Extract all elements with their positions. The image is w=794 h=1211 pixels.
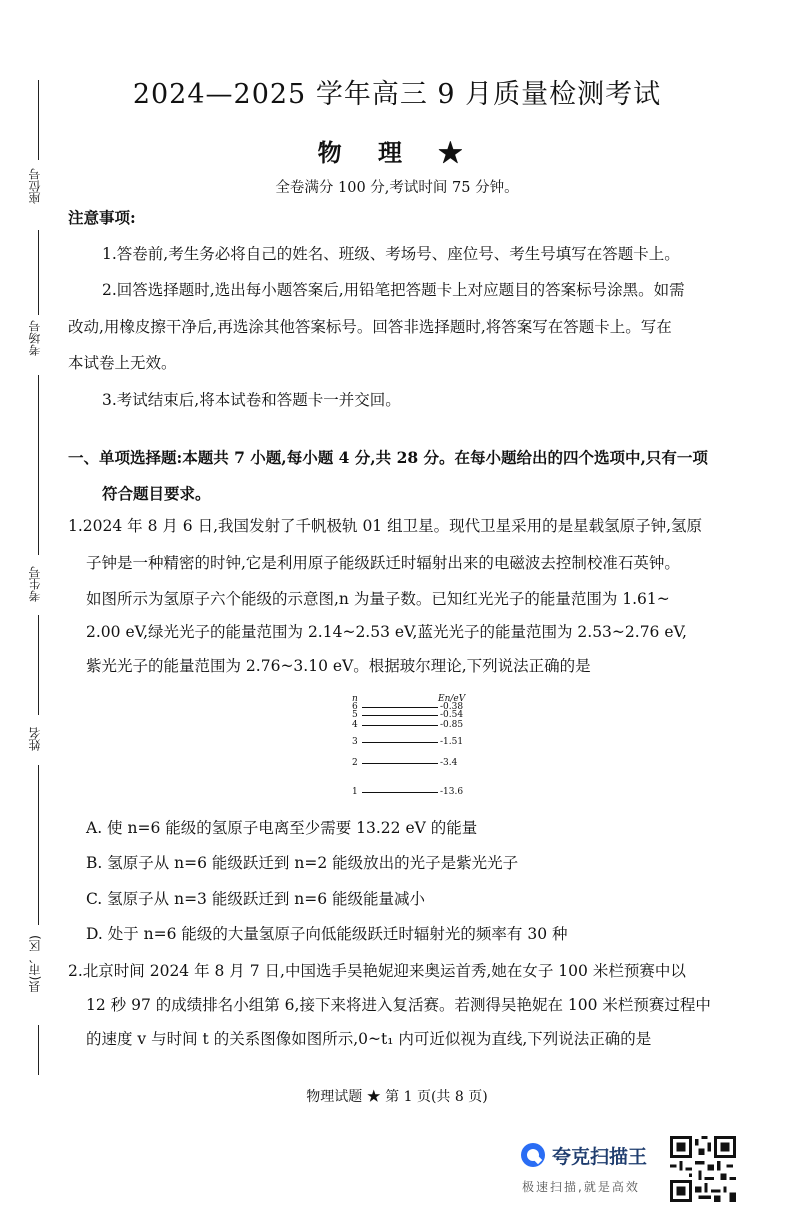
q1-line-1: 1.2024 年 8 月 6 日,我国发射了千帆极轨 01 组卫星。现代卫星采用的是星载氢原子钟,氢原 — [68, 517, 703, 535]
student-number-label: 考生号 — [28, 566, 42, 602]
page-footer: 物理试题 ★ 第 1 页(共 8 页) — [306, 1089, 488, 1105]
energy-axis-header: En/eV — [438, 694, 466, 704]
q1-line-2: 子钟是一种精密的时钟,它是利用原子能级跃迁时辐射出来的电磁波去控制校准石英钟。 — [86, 554, 680, 572]
note-item-3: 3.考试结束后,将本试卷和答题卡一并交回。 — [102, 391, 401, 409]
name-label: 姓名 — [28, 727, 42, 751]
energy-level-3 — [340, 737, 480, 747]
note-item-1: 1.答卷前,考生务必将自己的姓名、班级、考场号、座位号、考生号填写在答题卡上。 — [102, 245, 680, 263]
level-energy-4: -0.85 — [440, 720, 464, 730]
level-line-4 — [362, 725, 438, 726]
q1-option-c: C. 氢原子从 n=3 能级跃迁到 n=6 能级能量减小 — [86, 890, 426, 908]
level-energy-1: -13.6 — [440, 787, 464, 797]
seat-number-label: 座位号 — [28, 168, 42, 204]
level-energy-2: -3.4 — [440, 758, 458, 768]
scanner-watermark — [520, 1140, 665, 1200]
level-n-5: 5 — [352, 710, 358, 720]
subject-title: 物 理 ★ — [317, 138, 477, 167]
energy-level-1 — [340, 787, 480, 797]
n-axis-header: n — [352, 694, 358, 704]
score-time-line: 全卷满分 100 分,考试时间 75 分钟。 — [275, 180, 519, 196]
q2-line-3: 的速度 v 与时间 t 的关系图像如图所示,0~t₁ 内可近似视为直线,下列说法正确的是 — [86, 1030, 652, 1048]
level-n-6: 6 — [352, 702, 358, 712]
level-n-3: 3 — [352, 737, 358, 747]
level-line-2 — [362, 763, 438, 764]
notes-heading: 注意事项: — [68, 208, 136, 227]
q1-option-a: A. 使 n=6 能级的氢原子电离至少需要 13.22 eV 的能量 — [86, 819, 478, 837]
quark-logo-icon — [520, 1142, 546, 1168]
qr-code-icon — [670, 1136, 736, 1202]
energy-level-diagram — [340, 690, 480, 805]
level-line-5 — [362, 715, 438, 716]
margin-line-2 — [38, 375, 39, 555]
q1-option-d: D. 处于 n=6 能级的大量氢原子向低能级跃迁时辐射光的频率有 30 种 — [86, 925, 568, 943]
level-n-1: 1 — [352, 787, 358, 797]
note-item-2-line-2: 改动,用橡皮擦干净后,再选涂其他答案标号。回答非选择题时,将答案写在答题卡上。写在 — [68, 318, 672, 336]
exam-room-label: 考场号 — [28, 320, 42, 356]
margin-line-bottom — [38, 1025, 39, 1075]
level-line-3 — [362, 742, 438, 743]
level-energy-6: -0.38 — [440, 702, 464, 712]
level-energy-5: -0.54 — [440, 710, 464, 720]
level-n-4: 4 — [352, 720, 358, 730]
energy-level-2 — [340, 758, 480, 768]
note-item-2-line-3: 本试卷上无效。 — [68, 354, 177, 372]
section-1-heading-line-2: 符合题目要求。 — [102, 484, 211, 503]
level-line-1 — [362, 792, 438, 793]
margin-line-1 — [38, 230, 39, 315]
exam-title: 2024—2025 学年高三 9 月质量检测考试 — [132, 79, 662, 110]
watermark-slogan: 极速扫描,就是高效 — [522, 1180, 640, 1194]
q1-option-b: B. 氢原子从 n=6 能级跃迁到 n=2 能级放出的光子是紫光光子 — [86, 854, 519, 872]
watermark-app-name: 夸克扫描王 — [552, 1146, 648, 1168]
energy-level-4 — [340, 720, 480, 730]
level-n-2: 2 — [352, 758, 358, 768]
level-energy-3: -1.51 — [440, 737, 464, 747]
level-line-6 — [362, 707, 438, 708]
note-item-2-line-1: 2.回答选择题时,选出每小题答案后,用铅笔把答题卡上对应题目的答案标号涂黑。如需 — [102, 281, 685, 299]
q1-line-3: 如图所示为氢原子六个能级的示意图,n 为量子数。已知红光光子的能量范围为 1.61~ — [86, 590, 670, 608]
q2-line-1: 2.北京时间 2024 年 8 月 7 日,中国选手吴艳妮迎来奥运首秀,她在女子 100 米栏预赛中以 — [68, 962, 686, 980]
county-label: 县(市、区) — [28, 935, 42, 993]
margin-line-4 — [38, 765, 39, 925]
q1-line-5: 紫光光子的能量范围为 2.76~3.10 eV。根据玻尔理论,下列说法正确的是 — [86, 657, 591, 675]
section-1-heading-line-1: 一、单项选择题:本题共 7 小题,每小题 4 分,共 28 分。在每小题给出的四个选项中,只有一项 — [68, 448, 708, 467]
margin-line-3 — [38, 615, 39, 715]
energy-level-5 — [340, 710, 480, 720]
q2-line-2: 12 秒 97 的成绩排名小组第 6,接下来将进入复活赛。若测得吴艳妮在 100 米栏预赛过程中 — [86, 996, 711, 1014]
q1-line-4: 2.00 eV,绿光光子的能量范围为 2.14~2.53 eV,蓝光光子的能量范围为 2.53~2.76 eV, — [86, 623, 687, 641]
